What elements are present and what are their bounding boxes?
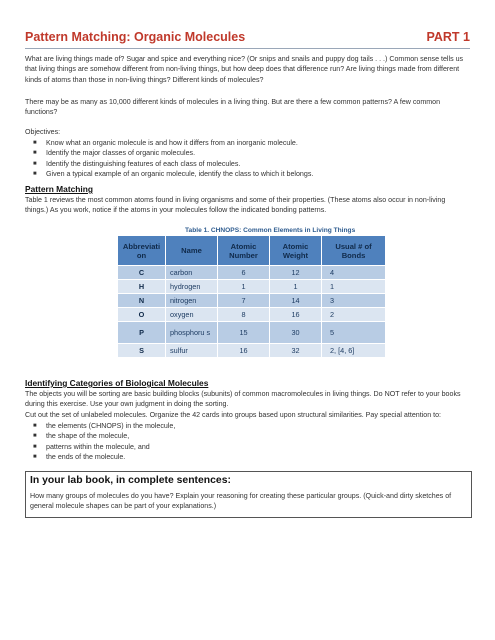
table-header-cell: Abbreviati on	[118, 236, 166, 266]
square-bullet-icon: ■	[33, 140, 37, 146]
categories-heading: Identifying Categories of Biological Molecules	[25, 378, 209, 388]
table-cell: 1	[322, 280, 386, 294]
lab-book-heading: In your lab book, in complete sentences:	[30, 475, 231, 486]
categories-text-2: Cut out the set of unlabeled molecules. Organize the 42 cards into groups based upon structural similarities. Pay special attention to:	[25, 411, 442, 419]
table-cell: 16	[218, 344, 270, 358]
table-cell: 5	[322, 322, 386, 344]
table-cell: 32	[270, 344, 322, 358]
attention-item	[25, 442, 465, 452]
table-header-cell: Atomic Number	[218, 236, 270, 266]
table-cell: 3	[322, 294, 386, 308]
pattern-matching-heading: Pattern Matching	[25, 184, 93, 194]
pattern-matching-text: Table 1 reviews the most common atoms found in living organisms and some of their properties. (These atoms also occur in non-living things.) As you work, notice if the atoms in your molecules follow the indicated bonding patterns.	[25, 196, 446, 215]
attention-item	[25, 421, 465, 431]
table-row	[118, 294, 386, 308]
intro-paragraph-2: There may be as many as 10,000 different kinds of molecules in a living thing. But are there a few common patterns? A few common functions?	[25, 98, 441, 117]
table-cell: carbon	[166, 266, 218, 280]
title-row	[25, 30, 470, 46]
square-bullet-icon: ■	[33, 160, 37, 167]
objective-text: Identify the distinguishing features of each class of molecules.	[46, 159, 241, 168]
table-header-cell: Usual # of Bonds	[322, 236, 386, 266]
objectives-heading: Objectives:	[25, 128, 61, 136]
table-cell: 2, [4, 6]	[322, 344, 386, 358]
objective-item	[25, 159, 465, 169]
square-bullet-icon: ■	[33, 423, 37, 429]
table-row	[118, 308, 386, 322]
table-caption: Table 1. CHNOPS: Common Elements in Living Things	[185, 227, 356, 234]
table-cell: 30	[270, 322, 322, 344]
attention-text: the ends of the molecule.	[46, 452, 126, 461]
intro-paragraph-1: What are living things made of? Sugar and spice and everything nice? (Or snips and snails and puppy dog tails . . .) Common sense tells us that living things are somehow different from non-living things, but how deep does that difference run? Are living things made from different kinds of atoms than those in non-living things? Different kinds of molecules?	[25, 55, 464, 84]
objective-text: Know what an organic molecule is and how it differs from an inorganic molecule.	[46, 139, 298, 147]
table-cell: 15	[218, 322, 270, 344]
attention-list	[25, 421, 465, 462]
table-cell: 1	[270, 280, 322, 294]
table-cell: P	[118, 322, 166, 344]
square-bullet-icon: ■	[33, 433, 37, 440]
table-row	[118, 322, 386, 344]
objective-item	[25, 169, 465, 179]
table-cell: nitrogen	[166, 294, 218, 308]
table-row	[118, 280, 386, 294]
part-label: PART 1	[426, 30, 470, 44]
table-row	[118, 266, 386, 280]
attention-text: the elements (CHNOPS) in the molecule,	[46, 422, 176, 430]
objective-text: Given a typical example of an organic molecule, identify the class to which it belongs.	[46, 169, 314, 178]
table-cell: hydrogen	[166, 280, 218, 294]
table-cell: oxygen	[166, 308, 218, 322]
table-cell: sulfur	[166, 344, 218, 358]
lab-book-text: How many groups of molecules do you have? Explain your reasoning for creating these particular groups. (Quick-and dirty sketches of general molecule shapes can be part of your explanations.)	[30, 492, 452, 511]
title-rule	[25, 48, 470, 49]
chnops-table	[117, 235, 386, 358]
table-cell: 6	[218, 266, 270, 280]
table-header-cell: Name	[166, 236, 218, 266]
table-row	[118, 344, 386, 358]
square-bullet-icon: ■	[33, 443, 37, 450]
square-bullet-icon: ■	[33, 170, 37, 177]
table-cell: N	[118, 294, 166, 308]
objective-item	[25, 148, 465, 158]
table-cell: 8	[218, 308, 270, 322]
table-cell: 12	[270, 266, 322, 280]
table-cell: O	[118, 308, 166, 322]
categories-text-1: The objects you will be sorting are basic building blocks (subunits) of common macromolecules in living things. Do NOT refer to your books during this exercise. Use your own judgment in doing the sorting.	[25, 390, 461, 409]
page-title: Pattern Matching: Organic Molecules	[25, 30, 246, 44]
table-cell: H	[118, 280, 166, 294]
table-cell: 16	[270, 308, 322, 322]
table-cell: 14	[270, 294, 322, 308]
table-cell: phosphoru s	[166, 322, 218, 344]
square-bullet-icon: ■	[33, 453, 37, 460]
table-cell: 7	[218, 294, 270, 308]
lab-book-box	[25, 471, 472, 518]
square-bullet-icon: ■	[33, 150, 37, 157]
table-header-cell: Atomic Weight	[270, 236, 322, 266]
attention-item	[25, 452, 465, 462]
attention-text: patterns within the molecule, and	[46, 442, 150, 451]
table-header-row	[118, 236, 386, 266]
table-cell: 2	[322, 308, 386, 322]
table-cell: 4	[322, 266, 386, 280]
table-cell: C	[118, 266, 166, 280]
objectives-list	[25, 138, 465, 179]
objective-text: Identify the major classes of organic molecules.	[46, 149, 196, 158]
attention-item	[25, 431, 465, 441]
table-cell: S	[118, 344, 166, 358]
table-cell: 1	[218, 280, 270, 294]
attention-text: the shape of the molecule,	[46, 432, 130, 441]
objective-item	[25, 138, 465, 148]
